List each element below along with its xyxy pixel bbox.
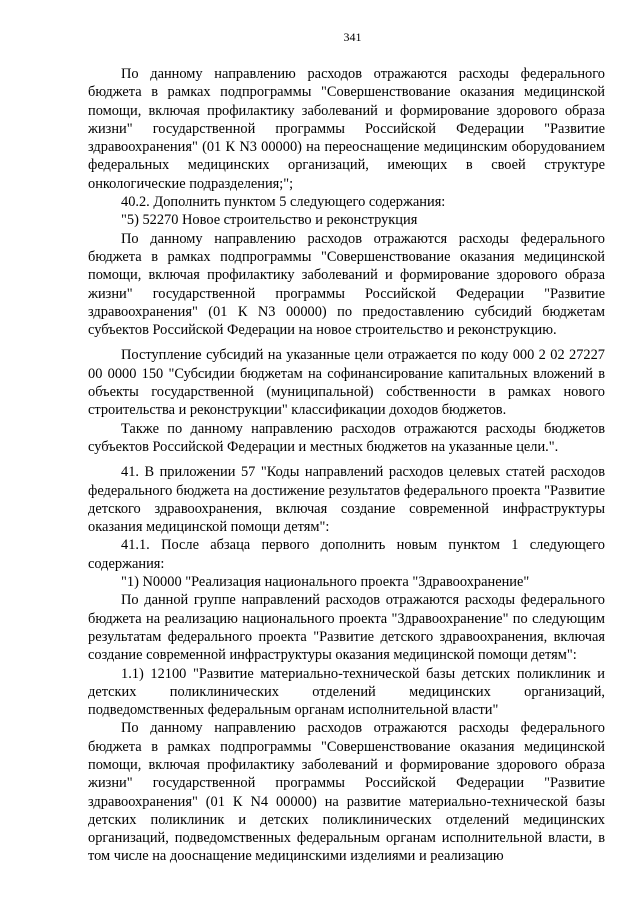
paragraph-code-n0000: "1) N0000 "Реализация национального проекта "Здравоохранение" [121,574,530,591]
paragraph-polyclinics-development: По данному направлению расходов отражаются расходы федерального бюджета в рамках подпрограммы "Совершенствование оказания медицинской помощи, включая профилактику заболеваний и формирование здорового образа жизни" государственной программы Российской Федерации "Развитие здравоохранения" (01 К N4 00000) на развитие материально-технической базы детских поликлиник и детских поликлинических отделений медицинских организаций, подведомственных федеральным органам исполнительной власти, в том числе на дооснащение медицинскими изделиями и реализацию [88,720,605,865]
paragraph-subsidy-income-code: Поступление субсидий на указанные цели отражается по коду 000 2 02 27227 00 0000 150 "Субсидии бюджетам на софинансирование капитальных вложений в объекты государственной (муниципальной) собственности в рамках нового строительства и реконструкции" классификации доходов бюджетов. [88,347,605,419]
paragraph-code-52270: "5) 52270 Новое строительство и реконструкция [121,212,418,229]
paragraph-regional-budgets: Также по данному направлению расходов отражаются расходы бюджетов субъектов Российской Федерации и местных бюджетов на указанные цели.". [88,420,605,455]
paragraph-group-description: По данной группе направлений расходов отражаются расходы федерального бюджета на реализацию национального проекта "Здравоохранение" по следующим результатам федерального проекта "Развитие детского здравоохранения, включая создание современной инфраструктуры оказания медицинской помощи детям": [88,592,605,664]
paragraph-item-41-1: 41.1. После абзаца первого дополнить новым пунктом 1 следующего содержания: [88,537,605,572]
paragraph-item-41-appendix-57: 41. В приложении 57 "Коды направлений расходов целевых статей расходов федерального бюджета на достижение результатов федерального проекта "Развитие детского здравоохранения, включая создание современной инфраструктуры оказания медицинской помощи детям": [88,464,605,536]
page-number: 341 [343,30,362,44]
paragraph-item-40-2: 40.2. Дополнить пунктом 5 следующего содержания: [121,194,446,211]
page-content [88,30,605,866]
paragraph-federal-equipment: По данному направлению расходов отражаются расходы федерального бюджета в рамках подпрограммы "Совершенствование оказания медицинской помощи, включая профилактику заболеваний и формирование здорового образа жизни" государственной программы Российской Федерации "Развитие здравоохранения" (01 К N3 00000) на переоснащение медицинским оборудованием федеральных медицинских организаций, имеющих в своей структуре онкологические подразделения;"; [88,66,605,192]
paragraph-construction-subsidies: По данному направлению расходов отражаются расходы федерального бюджета в рамках подпрограммы "Совершенствование оказания медицинской помощи, включая профилактику заболеваний и формирование здорового образа жизни" государственной программы Российской Федерации "Развитие здравоохранения" (01 К N3 00000) по предоставлению субсидий бюджетам субъектов Российской Федерации на новое строительство и реконструкцию. [88,230,605,339]
paragraph-code-12100: 1.1) 12100 "Развитие материально-технической базы детских поликлиник и детских поликлинических отделений медицинских организаций, подведомственных федеральным органам исполнительной власти" [88,665,605,719]
